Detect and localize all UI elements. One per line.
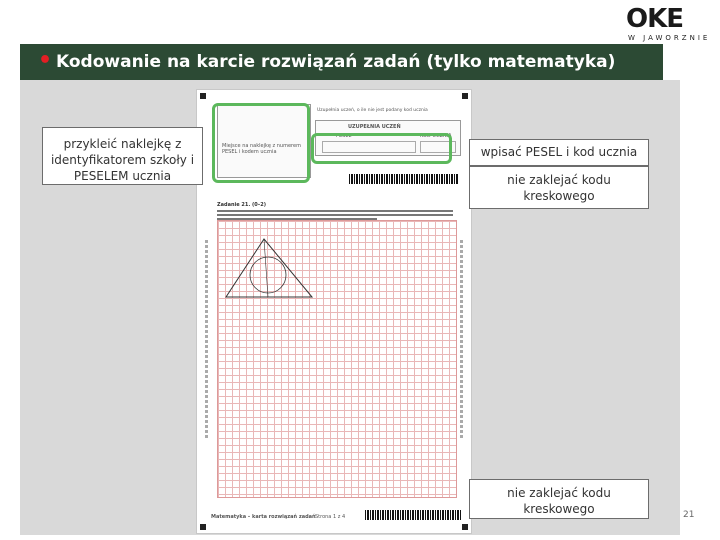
barcode-top (349, 174, 459, 184)
corner-mark-icon (200, 524, 206, 530)
oke-logo (622, 4, 718, 44)
top-note: Uzupełnia uczeń, o ile nie jest podany kod ucznia (317, 108, 428, 113)
logo-mark: OKE (626, 4, 684, 34)
pesel-area-title: UZUPEŁNIA UCZEŃ (348, 124, 401, 130)
corner-mark-icon (462, 93, 468, 99)
triangle-diagram (222, 235, 322, 305)
corner-mark-icon (462, 524, 468, 530)
slide-title: Kodowanie na karcie rozwiązań zadań (tylko matematyka) (56, 52, 616, 72)
sticker-highlight (212, 103, 310, 183)
page-number: 21 (683, 510, 695, 520)
footer-page: Strona 1 z 4 (315, 514, 346, 520)
task-text-line (217, 214, 453, 216)
footer-left: Matematyka – karta rozwiązań zadań (211, 514, 316, 520)
callout-sticker: przykleić naklejkę z identyfikatorem szkoły i PESELEM ucznia (42, 127, 203, 185)
callout-pesel: wpisać PESEL i kod ucznia (469, 139, 649, 166)
side-margin-text (460, 240, 463, 440)
pesel-label: PESEL (336, 133, 352, 139)
corner-mark-icon (200, 93, 206, 99)
callout-barcode-top: nie zaklejać kodu kreskowego (469, 166, 649, 209)
barcode-bottom (365, 510, 461, 520)
slide-title-bar (20, 44, 663, 80)
kod-label: KOD UCZNIA (420, 133, 452, 139)
task-title: Zadanie 21. (0–2) (217, 202, 266, 208)
sticker-area-label: Miejsce na naklejkę z numerem PESEL i kodem ucznia (222, 143, 301, 155)
callout-barcode-bottom: nie zaklejać kodu kreskowego (469, 479, 649, 519)
logo-subtitle: W JAWORZNIE (628, 34, 711, 42)
pesel-highlight (311, 133, 452, 164)
side-margin-text (205, 240, 208, 440)
title-bullet-icon: • (38, 48, 53, 73)
answer-grid (217, 220, 457, 498)
task-text-line (217, 210, 453, 212)
